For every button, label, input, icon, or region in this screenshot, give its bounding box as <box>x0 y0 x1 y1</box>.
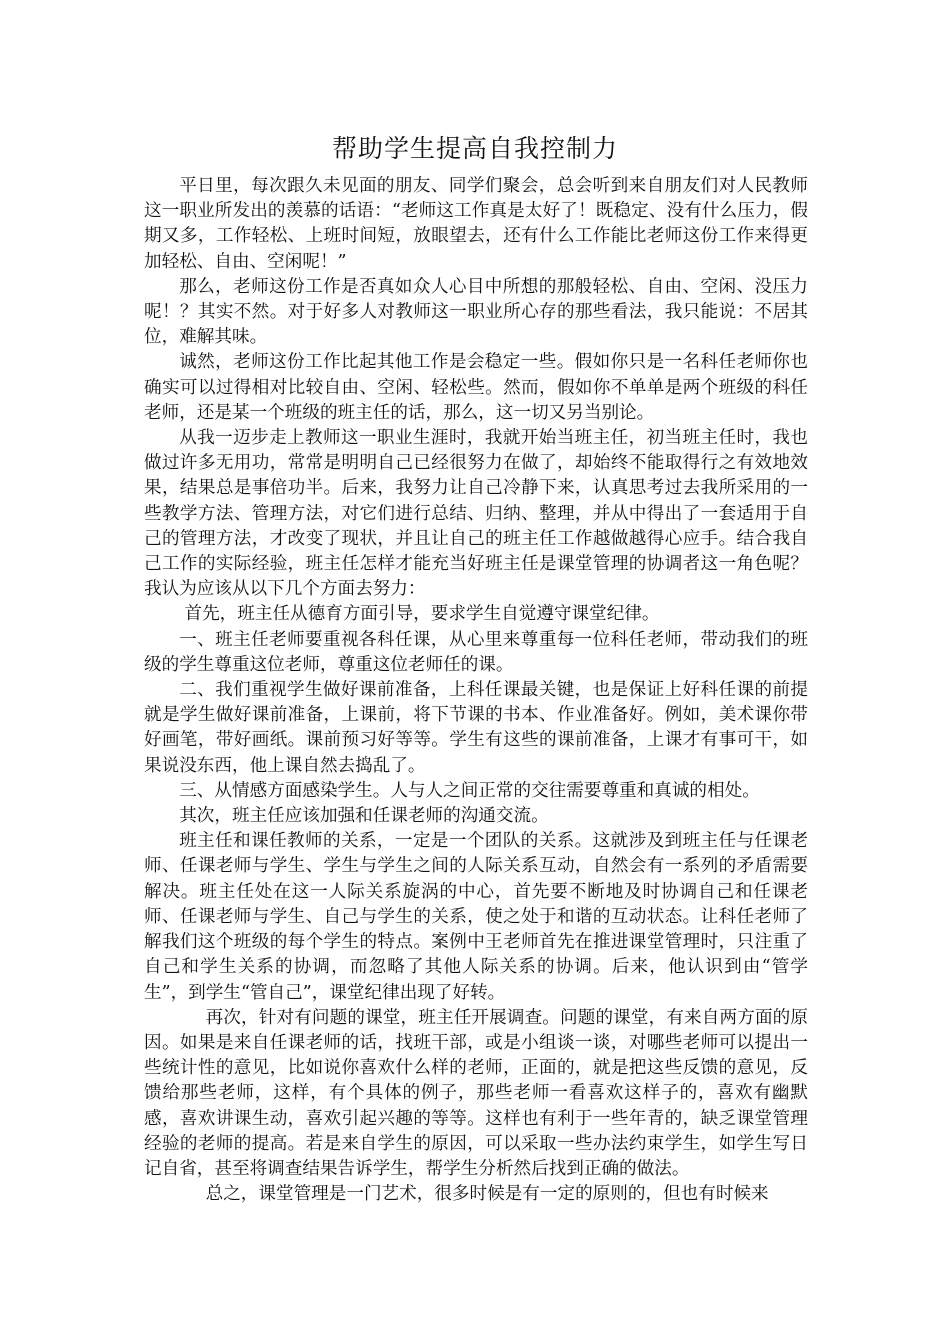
paragraph: 再次，针对有问题的课堂，班主任开展调查。问题的课堂，有来自两方面的原因。如果是来自任课老师的话，找班干部，或是小组谈一谈，对哪些老师可以提出一些统计性的意见，比如说你喜欢什么样的老师，正面的，就是把这些反馈的意见，反馈给那些老师，这样，有个具体的例子，那些老师一看喜欢这样子的，喜欢有幽默感，喜欢讲课生动，喜欢引起兴趣的等等。这样也有利于一些年青的，缺乏课堂管理经验的老师的提高。若是来自学生的原因，可以采取一些办法约束学生，如学生写日记自省，甚至将调查结果告诉学生，帮学生分析然后找到正确的做法。 <box>144 1007 808 1179</box>
paragraph: 从我一迈步走上教师这一职业生涯时，我就开始当班主任，初当班主任时，我也做过许多无用功，常常是明明自己已经很努力在做了，却始终不能取得行之有效地效果，结果总是事倍功半。后来，我努力让自己冷静下来，认真思考过去我所采用的一些教学方法、管理方法，对它们进行总结、归纳、整理，并从中得出了一套适用于自己的管理方法，才改变了现状，并且让自己的班主任工作越做越得心应手。结合我自己工作的实际经验，班主任怎样才能充当好班主任是课堂管理的协调者这一角色呢？我认为应该从以下几个方面去努力： <box>144 428 808 600</box>
paragraph: 二、我们重视学生做好课前准备，上科任课最关键，也是保证上好科任课的前提就是学生做好课前准备，上课前，将下节课的书本、作业准备好。例如，美术课你带好画笔，带好画纸。课前预习好等等。学生有这些的课前准备，上课才有事可干，如果说没东西，他上课自然去捣乱了。 <box>144 680 808 776</box>
paragraph: 班主任和课任教师的关系，一定是一个团队的关系。这就涉及到班主任与任课老师、任课老师与学生、学生与学生之间的人际关系互动，自然会有一系列的矛盾需要解决。班主任处在这一人际关系旋涡的中心，首先要不断地及时协调自己和任课老师、任课老师与学生、自己与学生的关系，使之处于和谐的互动状态。让科任老师了解我们这个班级的每个学生的特点。案例中王老师首先在推进课堂管理时，只注重了自己和学生关系的协调，而忽略了其他人际关系的协调。后来，他认识到由“管学生”，到学生“管自己”，课堂纪律出现了好转。 <box>144 831 808 1003</box>
paragraph: 其次，班主任应该加强和任课老师的沟通交流。 <box>179 806 549 827</box>
document-title: 帮助学生提高自我控制力 <box>331 134 618 163</box>
paragraph: 平日里，每次跟久未见面的朋友、同学们聚会，总会听到来自朋友们对人民教师这一职业所发出的羡慕的话语：“老师这工作真是太好了！既稳定、没有什么压力，假期又多，工作轻松、上班时间短，放眼望去，还有什么工作能比老师这份工作来得更加轻松、自由、空闲呢！” <box>144 176 808 272</box>
paragraph: 诚然，老师这份工作比起其他工作是会稳定一些。假如你只是一名科任老师你也确实可以过得相对比较自由、空闲、轻松些。然而，假如你不单单是两个班级的科任老师，还是某一个班级的班主任的话，那么，这一切又另当别论。 <box>144 352 808 423</box>
paragraph: 那么，老师这份工作是否真如众人心目中所想的那般轻松、自由、空闲、没压力呢！？其实不然。对于好多人对教师这一职业所心存的那些看法，我只能说：不居其位，难解其味。 <box>144 276 808 348</box>
document-body <box>144 174 808 1207</box>
paragraph: 总之，课堂管理是一门艺术，很多时候是有一定的原则的，但也有时候来 <box>205 1184 769 1205</box>
paragraph: 三、从情感方面感染学生。人与人之间正常的交往需要尊重和真诚的相处。 <box>179 780 760 801</box>
paragraph: 首先，班主任从德育方面引导，要求学生自觉遵守课堂纪律。 <box>184 604 660 625</box>
paragraph: 一、班主任老师要重视各科任课，从心里来尊重每一位科任老师，带动我们的班级的学生尊重这位老师，尊重这位老师任的课。 <box>144 629 808 675</box>
